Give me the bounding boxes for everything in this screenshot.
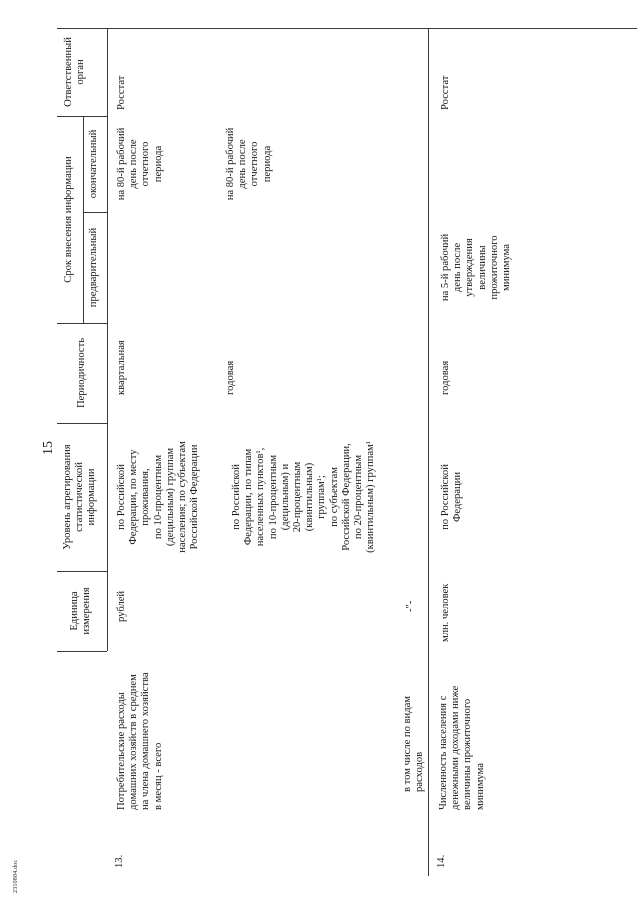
subheader-divider [83, 116, 84, 323]
table-rule-top [57, 28, 637, 29]
footer-filename: 2310884.doc [13, 859, 19, 893]
header-unit: Единица измерения [69, 587, 93, 635]
table-rule-name [57, 651, 107, 652]
row-13-responsible: Росстат [116, 75, 127, 110]
header-responsible: Ответственный орган [63, 37, 87, 107]
row-13-final-annual: на 80-й рабочий день после отчетного периода [225, 127, 273, 201]
row-13-number: 13. [114, 854, 125, 868]
row-13-final-quarterly: на 80-й рабочий день после отчетного периода [116, 127, 164, 201]
row-14-periodicity: годовая [440, 360, 451, 395]
row-13-periodicity-annual: годовая [225, 360, 236, 395]
row-14-preliminary: на 5-й рабочий день после утверждения величины прожиточного минимума [440, 233, 513, 302]
row-14-unit: млн. человек [440, 583, 451, 642]
row-13-subname: в том числе по видам расходов [402, 695, 426, 792]
page-number: 15 [41, 441, 56, 455]
row-13-aggregation-quarterly: по Российской Федерации, по месту проживания, по 10-процентным (децильным) группам населения; по субъектам Российской Федерации [116, 441, 201, 553]
header-preliminary: предварительный [88, 227, 99, 308]
row-13-name: Потребительские расходы домашних хозяйств в среднем на члена домашнего хозяйства в месяц - всего [116, 672, 164, 810]
row-13-unit-ditto: -"- [405, 600, 416, 612]
row-divider [428, 28, 429, 876]
header-deadline: Срок внесения информации [63, 156, 74, 283]
header-final: окончательный [88, 129, 99, 199]
row-14-responsible: Росстат [440, 75, 451, 110]
row-14-number: 14. [436, 854, 447, 868]
row-14-name: Численность населения с денежными доходами ниже величины прожиточного минимума [438, 685, 486, 810]
row-13-unit: рублей [116, 590, 127, 622]
header-periodicity: Периодичность [76, 337, 87, 409]
row-14-aggregation: по Российской Федерации [440, 464, 464, 530]
row-13-aggregation-annual: по Российской Федерации, по типам населенных пунктов¹, по 10-процентным (децильным) и 20-процентным (квинтильным) группам¹; по субъектам Российской Федерации, по 20-процентным (квинтильным) группам¹ [231, 441, 377, 553]
header-aggregation: Уровень агрегирования статистической информации [62, 444, 98, 550]
row-13-periodicity-quarterly: квартальная [116, 340, 127, 395]
header-divider [107, 28, 108, 651]
